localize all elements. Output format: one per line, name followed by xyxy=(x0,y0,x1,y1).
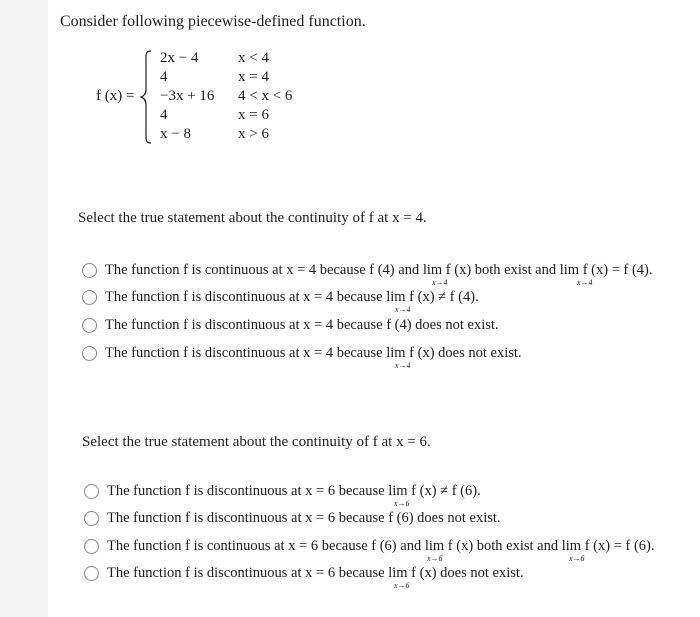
q2-option-3-limit-sub-a: x→6 xyxy=(427,554,443,563)
q2-option-1-text: The function f is discontinuous at x = 6 because lim f (x) ≠ f (6). xyxy=(107,482,481,499)
q2-option-3[interactable] xyxy=(84,536,654,556)
q1-option-1-limit-sub-b: x→4 xyxy=(577,278,593,287)
q2-option-3-radio[interactable] xyxy=(84,539,99,554)
q1-option-4-text: The function f is discontinuous at x = 4 because lim f (x) does not exist. xyxy=(105,344,522,361)
q2-option-4-radio[interactable] xyxy=(84,566,99,581)
piece-cond-2: x = 4 xyxy=(238,69,269,85)
piece-expr-5: x − 8 xyxy=(160,126,191,142)
q2-option-4-limit-sub: x→6 xyxy=(394,581,410,590)
left-brace xyxy=(140,49,152,145)
q1-option-2[interactable] xyxy=(82,287,479,307)
piece-cond-1: x < 4 xyxy=(238,50,269,66)
q1-option-2-limit-sub: x→4 xyxy=(395,305,411,314)
q1-option-4[interactable] xyxy=(82,343,522,363)
q1-option-1-text: The function f is continuous at x = 4 because f (4) and lim f (x) both exist and lim f (x) = f (4). xyxy=(105,261,653,278)
piece-cond-4: x = 6 xyxy=(238,107,269,123)
piece-expr-4: 4 xyxy=(160,107,168,123)
q1-option-2-radio[interactable] xyxy=(82,290,97,305)
q2-option-3-limit-sub-b: x→6 xyxy=(569,554,585,563)
q1-option-3-text: The function f is discontinuous at x = 4 because f (4) does not exist. xyxy=(105,316,499,333)
piece-expr-1: 2x − 4 xyxy=(160,50,199,66)
piece-expr-2: 4 xyxy=(160,69,168,85)
q1-prompt: Select the true statement about the continuity of f at x = 4. xyxy=(78,210,427,226)
q1-option-3[interactable] xyxy=(82,315,499,335)
piece-expr-3: −3x + 16 xyxy=(160,88,215,104)
function-label: f (x) = xyxy=(96,88,135,104)
q1-option-1-radio[interactable] xyxy=(82,263,97,278)
q1-option-4-limit-sub: x→4 xyxy=(395,361,411,370)
q2-option-4-text: The function f is discontinuous at x = 6 because lim f (x) does not exist. xyxy=(107,564,524,581)
q2-option-2-text: The function f is discontinuous at x = 6 because f (6) does not exist. xyxy=(107,509,501,526)
q2-option-1-radio[interactable] xyxy=(84,484,99,499)
q2-option-2[interactable] xyxy=(84,508,501,528)
question-intro: Consider following piecewise-defined function. xyxy=(60,13,366,30)
q1-option-1-limit-sub-a: x→4 xyxy=(432,278,448,287)
q2-option-2-radio[interactable] xyxy=(84,511,99,526)
piece-cond-5: x > 6 xyxy=(238,126,269,142)
piece-cond-3: 4 < x < 6 xyxy=(238,88,293,104)
q1-option-3-radio[interactable] xyxy=(82,318,97,333)
q1-option-4-radio[interactable] xyxy=(82,346,97,361)
q2-prompt: Select the true statement about the continuity of f at x = 6. xyxy=(82,434,431,450)
q2-option-4[interactable] xyxy=(84,563,524,583)
q2-option-1[interactable] xyxy=(84,481,481,501)
q2-option-3-text: The function f is continuous at x = 6 because f (6) and lim f (x) both exist and lim f (x) = f (6). xyxy=(107,537,655,554)
q2-option-1-limit-sub: x→6 xyxy=(394,499,410,508)
q1-option-2-text: The function f is discontinuous at x = 4 because lim f (x) ≠ f (4). xyxy=(105,288,479,305)
q1-option-1[interactable] xyxy=(82,260,652,280)
